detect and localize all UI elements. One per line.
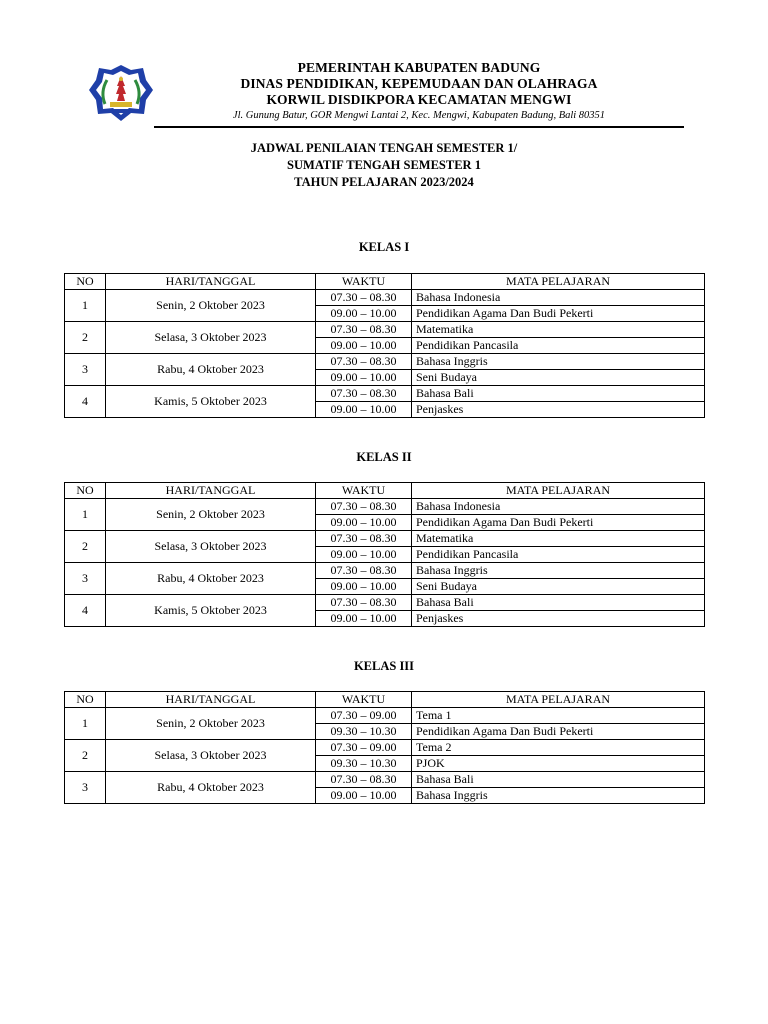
row-subject: Pendidikan Pancasila	[412, 338, 705, 354]
title-line-2: SUMATIF TENGAH SEMESTER 1	[287, 158, 481, 172]
row-no: 4	[65, 595, 106, 627]
row-day: Kamis, 5 Oktober 2023	[106, 386, 316, 418]
header-day: HARI/TANGGAL	[106, 692, 316, 708]
table-row	[65, 563, 705, 579]
header-time: WAKTU	[316, 483, 412, 499]
letterhead	[88, 60, 684, 130]
header-no: NO	[65, 692, 106, 708]
row-no: 2	[65, 531, 106, 563]
class-1-schedule-table	[64, 273, 705, 418]
class-2-title: KELAS II	[356, 450, 412, 464]
letterhead-text	[154, 60, 684, 123]
row-time: 09.00 – 10.00	[316, 547, 412, 563]
row-subject: Seni Budaya	[412, 579, 705, 595]
row-day: Selasa, 3 Oktober 2023	[106, 740, 316, 772]
row-subject: Bahasa Inggris	[412, 354, 705, 370]
table-row	[65, 772, 705, 788]
table-row	[65, 354, 705, 370]
row-day: Selasa, 3 Oktober 2023	[106, 322, 316, 354]
row-subject: Bahasa Indonesia	[412, 499, 705, 515]
row-no: 1	[65, 290, 106, 322]
row-no: 2	[65, 322, 106, 354]
row-time: 09.00 – 10.00	[316, 370, 412, 386]
badung-regency-emblem-icon	[88, 64, 154, 122]
row-day: Rabu, 4 Oktober 2023	[106, 563, 316, 595]
table-header-row	[65, 692, 705, 708]
row-time: 09.00 – 10.00	[316, 338, 412, 354]
row-subject: Pendidikan Agama Dan Budi Pekerti	[412, 515, 705, 531]
row-time: 09.00 – 10.00	[316, 306, 412, 322]
row-subject: Bahasa Inggris	[412, 563, 705, 579]
government-name: PEMERINTAH KABUPATEN BADUNG	[297, 60, 541, 75]
row-subject: PJOK	[412, 756, 705, 772]
row-day: Selasa, 3 Oktober 2023	[106, 531, 316, 563]
row-day: Rabu, 4 Oktober 2023	[106, 354, 316, 386]
table-header-row	[65, 483, 705, 499]
table-row	[65, 740, 705, 756]
row-time: 07.30 – 08.30	[316, 531, 412, 547]
row-no: 1	[65, 708, 106, 740]
row-day: Rabu, 4 Oktober 2023	[106, 772, 316, 804]
row-time: 07.30 – 08.30	[316, 290, 412, 306]
row-no: 2	[65, 740, 106, 772]
row-subject: Pendidikan Pancasila	[412, 547, 705, 563]
header-time: WAKTU	[316, 692, 412, 708]
office-address: Jl. Gunung Batur, GOR Mengwi Lantai 2, Kec. Mengwi, Kabupaten Badung, Bali 80351	[232, 110, 606, 121]
row-time: 09.30 – 10.30	[316, 756, 412, 772]
table-row	[65, 531, 705, 547]
row-time: 07.30 – 09.00	[316, 740, 412, 756]
row-time: 07.30 – 08.30	[316, 499, 412, 515]
row-subject: Pendidikan Agama Dan Budi Pekerti	[412, 724, 705, 740]
row-subject: Seni Budaya	[412, 370, 705, 386]
row-subject: Tema 1	[412, 708, 705, 724]
header-no: NO	[65, 274, 106, 290]
row-time: 07.30 – 08.30	[316, 354, 412, 370]
header-subject: MATA PELAJARAN	[412, 483, 705, 499]
row-day: Senin, 2 Oktober 2023	[106, 290, 316, 322]
office-name: KORWIL DISDIKPORA KECAMATAN MENGWI	[266, 92, 572, 107]
header-no: NO	[65, 483, 106, 499]
row-no: 3	[65, 772, 106, 804]
row-subject: Penjaskes	[412, 402, 705, 418]
row-subject: Tema 2	[412, 740, 705, 756]
row-subject: Penjaskes	[412, 611, 705, 627]
row-day: Senin, 2 Oktober 2023	[106, 708, 316, 740]
row-no: 1	[65, 499, 106, 531]
class-3-title: KELAS III	[353, 659, 415, 673]
row-time: 09.00 – 10.00	[316, 579, 412, 595]
row-day: Kamis, 5 Oktober 2023	[106, 595, 316, 627]
table-row	[65, 708, 705, 724]
row-day: Senin, 2 Oktober 2023	[106, 499, 316, 531]
row-no: 3	[65, 563, 106, 595]
row-subject: Pendidikan Agama Dan Budi Pekerti	[412, 306, 705, 322]
class-1-title: KELAS I	[358, 240, 410, 254]
row-subject: Bahasa Indonesia	[412, 290, 705, 306]
class-2-schedule-table	[64, 482, 705, 627]
row-subject: Matematika	[412, 322, 705, 338]
header-subject: MATA PELAJARAN	[412, 274, 705, 290]
document-title	[0, 140, 768, 191]
header-subject: MATA PELAJARAN	[412, 692, 705, 708]
table-header-row	[65, 274, 705, 290]
header-day: HARI/TANGGAL	[106, 274, 316, 290]
row-time: 07.30 – 08.30	[316, 322, 412, 338]
row-time: 09.00 – 10.00	[316, 611, 412, 627]
table-row	[65, 290, 705, 306]
row-subject: Bahasa Bali	[412, 595, 705, 611]
row-subject: Bahasa Inggris	[412, 788, 705, 804]
row-subject: Bahasa Bali	[412, 772, 705, 788]
header-time: WAKTU	[316, 274, 412, 290]
header-day: HARI/TANGGAL	[106, 483, 316, 499]
row-time: 07.30 – 08.30	[316, 563, 412, 579]
table-row	[65, 386, 705, 402]
row-time: 07.30 – 08.30	[316, 772, 412, 788]
department-name: DINAS PENDIDIKAN, KEPEMUDAAN DAN OLAHRAGA	[240, 76, 598, 91]
row-time: 09.00 – 10.00	[316, 402, 412, 418]
row-no: 3	[65, 354, 106, 386]
letterhead-divider	[154, 126, 684, 128]
row-subject: Bahasa Bali	[412, 386, 705, 402]
row-subject: Matematika	[412, 531, 705, 547]
table-row	[65, 322, 705, 338]
row-time: 09.00 – 10.00	[316, 788, 412, 804]
title-line-1: JADWAL PENILAIAN TENGAH SEMESTER 1/	[250, 141, 518, 155]
table-row	[65, 595, 705, 611]
row-time: 07.30 – 09.00	[316, 708, 412, 724]
row-time: 09.30 – 10.30	[316, 724, 412, 740]
row-time: 07.30 – 08.30	[316, 386, 412, 402]
table-row	[65, 499, 705, 515]
row-time: 09.00 – 10.00	[316, 515, 412, 531]
row-time: 07.30 – 08.30	[316, 595, 412, 611]
title-line-3: TAHUN PELAJARAN 2023/2024	[294, 175, 474, 189]
row-no: 4	[65, 386, 106, 418]
class-3-schedule-table	[64, 691, 705, 804]
